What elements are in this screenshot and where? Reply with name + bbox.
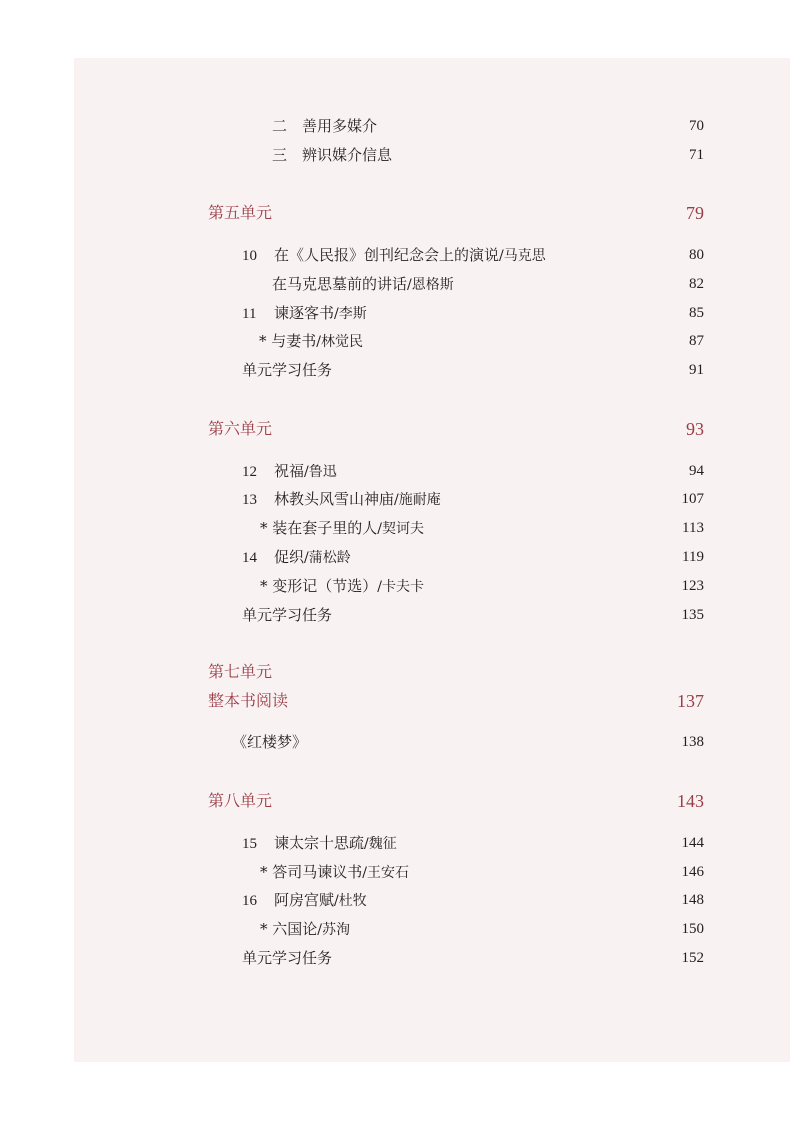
page-number: 79: [686, 203, 704, 223]
entry-title: 三 辨识媒介信息: [272, 146, 393, 164]
toc-entry: [74, 730, 790, 754]
lesson-author: /杜牧: [334, 893, 367, 909]
lesson-number: 13: [242, 492, 257, 508]
page-number: 85: [689, 305, 704, 321]
entry-title: [242, 243, 546, 268]
lesson-title: 谏太宗十思疏: [274, 834, 365, 852]
lesson-number: 14: [242, 550, 257, 566]
toc-entry: [74, 243, 790, 267]
entry-title: [260, 516, 424, 541]
page-number: 107: [681, 491, 704, 507]
unit-title: 第七单元: [208, 662, 273, 681]
lesson-number: 15: [242, 836, 257, 852]
entry-title: [242, 301, 367, 326]
page-number: 82: [689, 276, 704, 292]
page-number: 150: [681, 921, 704, 937]
toc-entry: [74, 831, 790, 855]
unit-title: 第八单元: [208, 791, 273, 810]
toc-entry: [74, 358, 790, 382]
toc-entry: [74, 545, 790, 569]
toc-entry: [74, 860, 790, 884]
unit-subtitle: 整本书阅读: [208, 691, 289, 710]
toc-entry: [74, 917, 790, 941]
entry-title: 单元学习任务: [242, 361, 333, 379]
page-number: 80: [689, 247, 704, 263]
lesson-author: /马克思: [499, 248, 546, 264]
toc-entry: [74, 114, 790, 138]
lesson-title: * 与妻书: [259, 332, 317, 350]
page-number: 135: [681, 607, 704, 623]
lesson-number: 11: [242, 306, 257, 322]
entry-title: [259, 329, 363, 354]
toc-entry: [74, 459, 790, 483]
lesson-title: * 装在套子里的人: [260, 519, 378, 537]
lesson-title: 在马克思墓前的讲话: [272, 275, 408, 293]
page-number: 123: [681, 578, 704, 594]
lesson-author: /王安石: [362, 865, 409, 881]
page-number: 152: [681, 950, 704, 966]
page-number: 146: [681, 864, 704, 880]
page-number: 93: [686, 419, 704, 439]
toc-entry: [74, 272, 790, 296]
unit-heading: [74, 417, 790, 441]
lesson-number: 10: [242, 248, 257, 264]
lesson-number: 16: [242, 893, 257, 909]
lesson-number: 12: [242, 464, 257, 480]
entry-title: [242, 459, 337, 484]
page-number: 143: [677, 791, 704, 811]
toc-entry: [74, 946, 790, 970]
toc-entry: [74, 487, 790, 511]
page-number: 138: [681, 734, 704, 750]
entry-title: [260, 917, 350, 942]
lesson-author: /鲁迅: [304, 464, 337, 480]
entry-title: 单元学习任务: [242, 606, 333, 624]
page-number: 71: [689, 147, 704, 163]
lesson-title: 促织: [274, 548, 305, 566]
toc-entry: [74, 329, 790, 353]
entry-title: [260, 574, 424, 599]
lesson-title: * 变形记（节选）: [260, 577, 378, 595]
entry-title: 单元学习任务: [242, 949, 333, 967]
page-number: 91: [689, 362, 704, 378]
unit-heading: [74, 660, 790, 684]
entry-title: 《红楼梦》: [232, 733, 308, 751]
lesson-author: /施耐庵: [394, 492, 441, 508]
unit-title: 第五单元: [208, 203, 273, 222]
page-number: 148: [681, 892, 704, 908]
toc-entry: [74, 143, 790, 167]
page-number: 144: [681, 835, 704, 851]
lesson-title: 林教头风雪山神庙: [274, 490, 395, 508]
lesson-author: /李斯: [334, 306, 367, 322]
unit-title: 第六单元: [208, 419, 273, 438]
entry-title: 二 善用多媒介: [272, 117, 378, 135]
lesson-title: 谏逐客书: [274, 304, 335, 322]
page-number: 119: [682, 549, 704, 565]
entry-title: [272, 272, 454, 297]
toc-entry: [74, 301, 790, 325]
unit-heading: [74, 789, 790, 813]
entry-title: [260, 860, 409, 885]
page-number: 113: [682, 520, 704, 536]
lesson-author: /苏洵: [317, 922, 350, 938]
lesson-author: /恩格斯: [407, 277, 454, 293]
toc-entry: [74, 888, 790, 912]
lesson-author: /蒲松龄: [304, 550, 351, 566]
entry-title: [242, 831, 397, 856]
toc-entry: [74, 603, 790, 627]
lesson-author: /卡夫卡: [377, 579, 424, 595]
lesson-title: * 答司马谏议书: [260, 863, 363, 881]
entry-title: [242, 888, 367, 913]
lesson-author: /魏征: [364, 836, 397, 852]
lesson-author: /契诃夫: [377, 521, 424, 537]
toc-entry: [74, 516, 790, 540]
entry-title: [242, 545, 351, 570]
entry-title: [242, 487, 441, 512]
lesson-title: 在《人民报》创刊纪念会上的演说: [274, 246, 500, 264]
unit-heading: [74, 201, 790, 225]
page-number: 87: [689, 333, 704, 349]
unit-heading: [74, 689, 790, 713]
page-number: 137: [677, 691, 704, 711]
toc-page: [74, 58, 790, 1062]
toc-entry: [74, 574, 790, 598]
page-number: 94: [689, 463, 704, 479]
lesson-title: * 六国论: [260, 920, 318, 938]
lesson-author: /林觉民: [316, 334, 363, 350]
lesson-title: 阿房宫赋: [274, 891, 335, 909]
lesson-title: 祝福: [274, 462, 305, 480]
page-number: 70: [689, 118, 704, 134]
